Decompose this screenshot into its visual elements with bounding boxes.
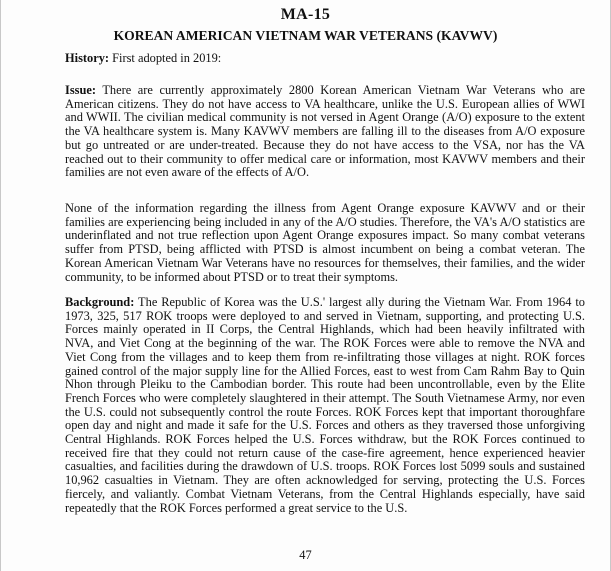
issue-label: Issue: (65, 83, 96, 97)
page-number: 47 (299, 548, 312, 562)
background-label: Background: (65, 295, 135, 309)
effects-text: None of the information regarding the illness from Agent Orange exposure KAVWV and or their families are experiencing being included in any of the A/O studies. Therefore, the VA's A/O statistics are underinflated and not true reflection upon Agent Orange exposures impact. So many combat veterans suffer from PTSD, being afflicted with PTSD is almost incumbent on being a combat veteran. The Korean American Vietnam War Veterans have no resources for themselves, their families, and the wider community, to be informed about PTSD or to treat their symptoms. (65, 201, 585, 284)
background-text: The Republic of Korea was the U.S.' largest ally during the Vietnam War. From 1964 to 1973, 325, 517 ROK troops were deployed to and served in Vietnam, supporting, and protecting U.S. Forces mainly operated in II Corps, the Central Highlands, which had been heavily infiltrated with NVA, and Viet Cong at the beginning of the war. The ROK Forces were able to remove the NVA and Viet Cong from the villages and to keep them from re-infiltrating those villages at night. ROK forces gained control of the major supply line for the Allied Forces, east to west from Cam Rahm Bay to Quin Nhon through Pleiku to the Cambodian border. This route had been uncontrollable, even by the Elite French Forces who were completely slaughtered in their attempt. The South Vietnamese Army, nor even the U.S. could not subsequently control the route Forces. ROK Forces kept that important thoroughfare open day and night and made it safe for the U.S. Forces and others as they traversed those unforgiving Central Highlands. ROK Forces helped the U.S. Forces withdraw, but the ROK Forces continued to received fire that they could not return cause of the case-fire agreement, hence experienced heavier casualties, and facilities during the drawdown of U.S. troops. ROK Forces lost 5099 souls and sustained 10,962 casualties in Vietnam. They are often acknowledged for serving, protecting the U.S. Forces fiercely, and valiantly. Combat Vietnam Veterans, from the Central Highlands especially, have said repeatedly that the ROK Forces performed a great service to the U.S. (65, 295, 585, 515)
document-code: MA-15 (280, 6, 331, 23)
document-title: KOREAN AMERICAN VIETNAM WAR VETERANS (KAVWV) (113, 28, 498, 43)
history-text: First adopted in 2019: (109, 51, 222, 65)
history-label: History: (65, 51, 110, 65)
history-section (65, 52, 585, 66)
issue-section (65, 84, 585, 180)
background-section (65, 296, 585, 515)
effects-paragraph (65, 202, 585, 284)
issue-text: There are currently approximately 2800 Korean American Vietnam War Veterans who are American citizens. They do not have access to VA healthcare, unlike the U.S. European allies of WWI and WWII. The civilian medical community is not versed in Agent Orange (A/O) exposure to the extent the VA healthcare system is. Many KAVWV members are falling ill to the diseases from A/O exposure but go untreated or are under-treated. Because they do not have access to the VSA, nor has the VA reached out to their community to offer medical care or information, most KAVWV members and their families are not even aware of the effects of A/O. (65, 83, 585, 180)
